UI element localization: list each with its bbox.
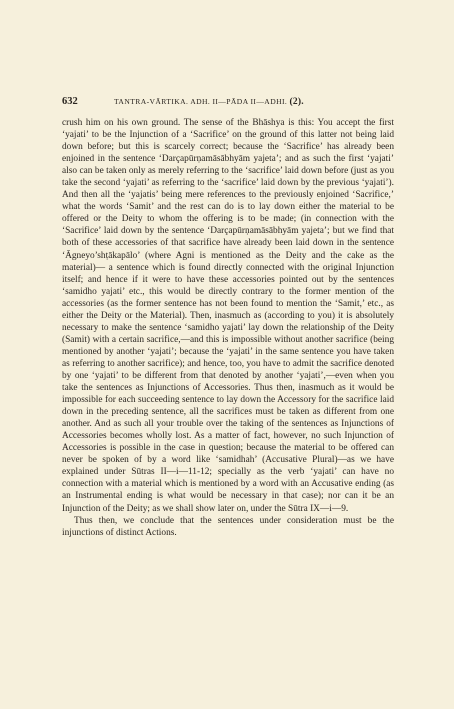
page-header — [62, 96, 394, 112]
paragraph-conclusion: Thus then, we conclude that the sentences under consideration must be the injunctions of distinct Actions. — [62, 515, 394, 538]
section-number: (2). — [289, 97, 304, 107]
body-text — [62, 117, 394, 539]
paragraph-continued: crush him on his own ground. The sense of the Bhāshya is this: You accept the first ‘yajati’ to be the Injunction of a ‘Sacrifice’ on the ground of this latter not being laid down before; but this is scarcely correct; because the ‘Sacrifice’ has already been enjoined in the sentence ‘Darçapūrṇamāsābhyām yajeta’; and as such the first ‘yajati’ also can be taken only as merely referring to the ‘sacrifice’ laid down before (just as you take the second ‘yajati’ as referring to the ‘sacrifice’ laid down by the previous ‘yajati’). And then all the ‘yajatis’ being mere references to the previously enjoined ‘Sacrifice,’ what the words ‘Samit’ and the rest can do is to lay down either the material to be offered or the Deity to whom the offering is to be made; (in connection with the ‘Sacrifice’ laid down by the sentence ‘Darçapūrṇamāsābhyām yajeta’; but we find that both of these accessories of that sacrifice have already been laid down in the sentence ‘Āgneyo’shṭākapālo’ (where Agni is mentioned as the Deity and the cake as the material)— a sentence which is found directly connected with the original Injunction itself; and hence if it were to have these accessories pointed out by the sentences ‘samidho yajati’ etc., this would be directly contrary to the former mention of the accessories (as the former sentence has not been found to mention the ‘Samit,’ etc., as either the Deity or the Material). Then, inasmuch as (according to you) it is absolutely necessary to make the sentence ‘samidho yajati’ lay down the relationship of the Deity (Samit) with a certain sacrifice,—and this is impossible without another sacrifice (being mentioned by another ‘yajati’; because the ‘yajati’ in the same sentence you have taken as referring to another sacrifice); and hence, too, you have to admit the sacrifice denoted by one ‘yajati’ to be different from that denoted by another ‘yajati’,—even when you take the sentences as Injunctions of Accessories. Thus then, inasmuch as it would be impossible for each succeeding sentence to lay down the Accessory for the sacrifice laid down in the preceding sentence, all the sacrifices must be taken as different from one another. And as such all your trouble over the taking of the sentences as Injunctions of Accessories becomes wholly lost. As a matter of fact, however, no such Injunction of Accessories is possible in the case in question; because the material to be offered can never be spoken of by a word like ‘samidhah’ (Accusative Plural)—as we have explained under Sūtras II—i—11-12; specially as the verb ‘yajati’ can have no connection with a material which is mentioned by a word with an Accusative ending (as an Instrumental ending is what would be necessary in that case); nor can it be an Injunction of the Deity; as we shall show later on, under the Sūtra IX—i—9. — [62, 118, 394, 514]
running-head — [114, 97, 304, 107]
page-number: 632 — [62, 96, 78, 107]
running-head-title: TANTRA-VĀRTIKA. ADH. II—PĀDA II—ADHI. — [114, 97, 288, 106]
